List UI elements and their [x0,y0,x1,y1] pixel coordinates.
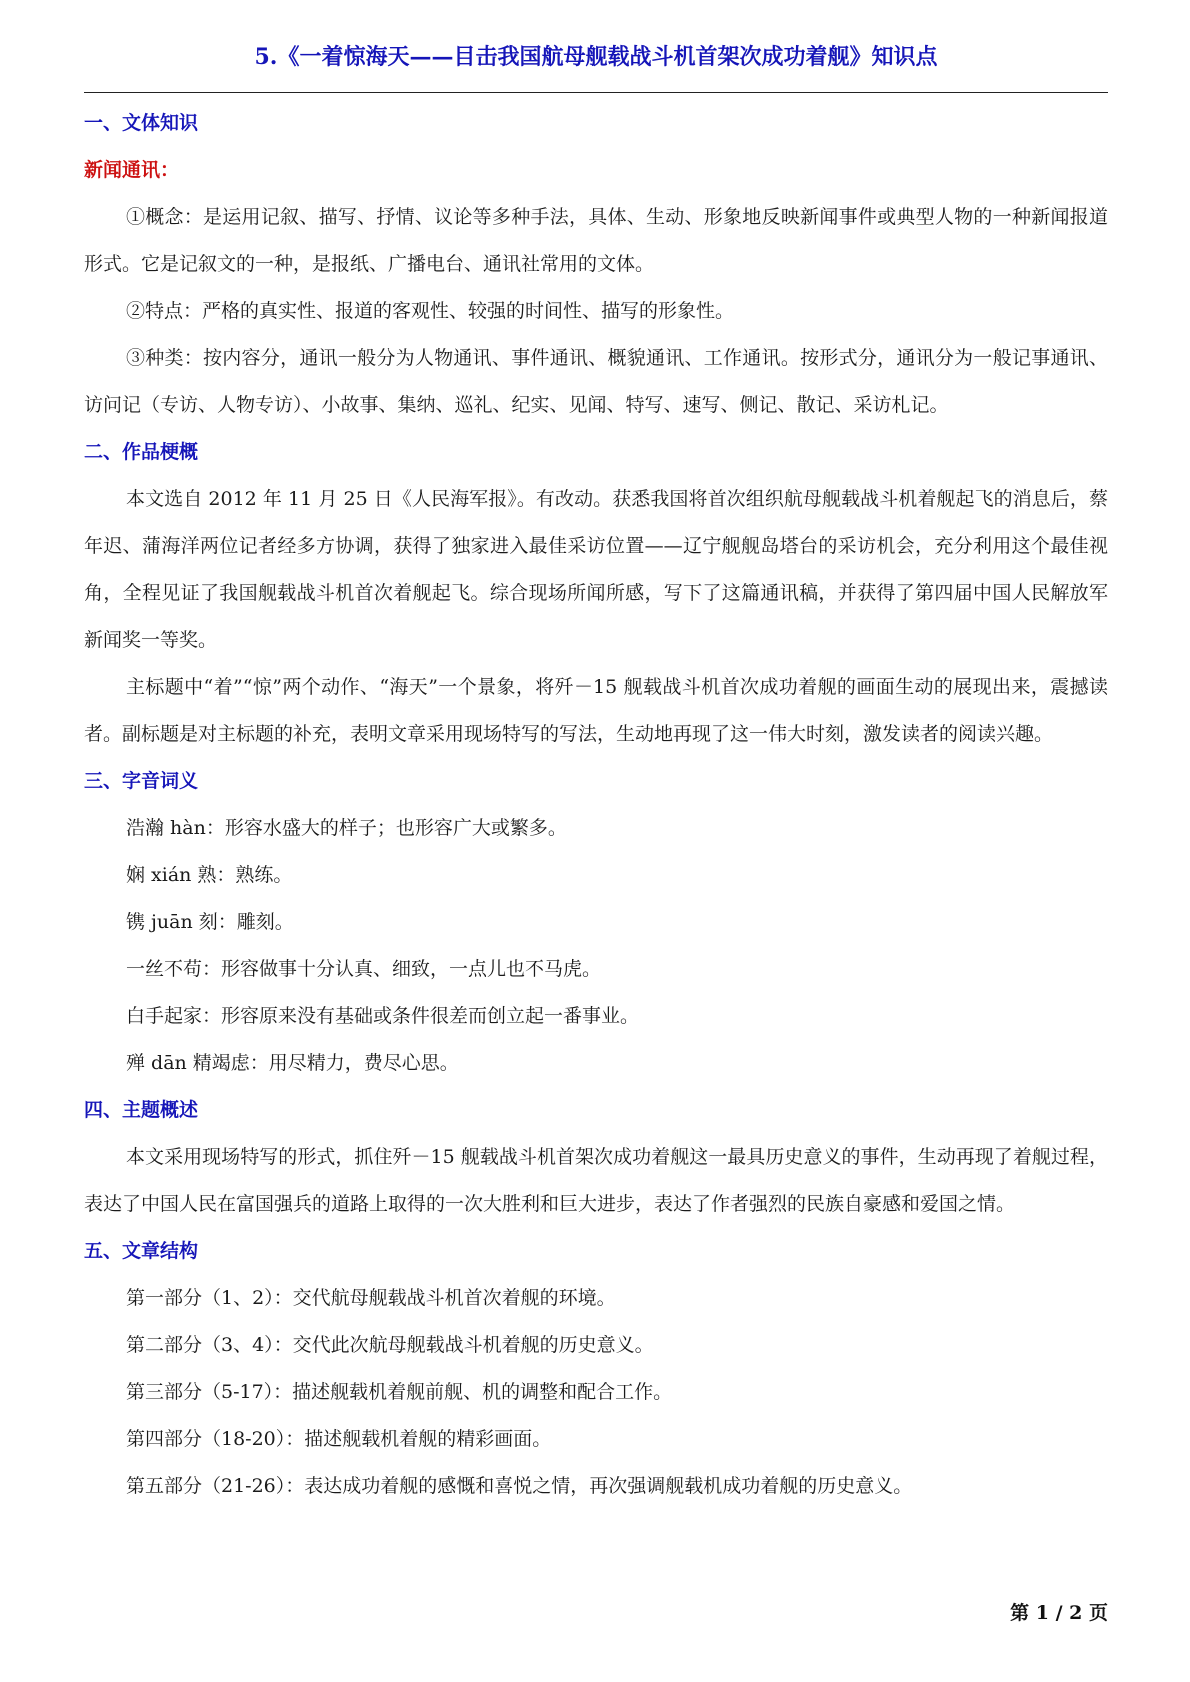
section-heading-genre: 一、文体知识 [84,112,199,134]
document-title: 5.《一着惊海天——目击我国航母舰载战斗机首架次成功着舰》知识点 [254,44,938,70]
paragraph-features: ②特点：严格的真实性、报道的客观性、较强的时间性、描写的形象性。 [126,300,735,322]
vocab-item: 娴 xián 熟：熟练。 [126,864,293,886]
vocab-item: 白手起家：形容原来没有基础或条件很差而创立起一番事业。 [126,1005,640,1027]
paragraph-types: ③种类：按内容分，通讯一般分为人物通讯、事件通讯、概貌通讯、工作通讯。按形式分，通讯分为一般记事通讯、访问记（专访、人物专访）、小故事、集纳、巡礼、纪实、见闻、特写、速写、侧记、散记、采访札记。 [84,347,1108,416]
section-heading-theme: 四、主题概述 [84,1099,199,1121]
document-body [84,100,1108,1510]
page-number: 第 1 / 2 页 [1010,1602,1108,1624]
vocab-item: 殚 dān 精竭虑：用尽精力，费尽心思。 [126,1052,459,1074]
section-heading-vocabulary: 三、字音词义 [84,770,199,792]
structure-item: 第一部分（1、2）：交代航母舰载战斗机首次着舰的环境。 [126,1287,616,1309]
structure-item: 第二部分（3、4）：交代此次航母舰载战斗机着舰的历史意义。 [126,1334,654,1356]
subheading-news-report: 新闻通讯： [84,159,180,181]
vocab-item: 镌 juān 刻：雕刻。 [126,911,294,933]
structure-item: 第四部分（18-20）：描述舰载机着舰的精彩画面。 [126,1428,552,1450]
vocab-item: 浩瀚 hàn：形容水盛大的样子；也形容广大或繁多。 [126,817,567,839]
paragraph-summary-1: 本文选自 2012 年 11 月 25 日《人民海军报》。有改动。获悉我国将首次组织航母舰载战斗机着舰起飞的消息后，蔡年迟、蒲海洋两位记者经多方协调，获得了独家进入最佳采访位置——辽宁舰舰岛塔台的采访机会，充分利用这个最佳视角，全程见证了我国舰载战斗机首次着舰起飞。综合现场所闻所感，写下了这篇通讯稿，并获得了第四届中国人民解放军新闻奖一等奖。 [84,488,1108,651]
paragraph-concept: ①概念：是运用记叙、描写、抒情、议论等多种手法，具体、生动、形象地反映新闻事件或典型人物的一种新闻报道形式。它是记叙文的一种，是报纸、广播电台、通讯社常用的文体。 [84,206,1108,275]
structure-item: 第五部分（21-26）：表达成功着舰的感慨和喜悦之情，再次强调舰载机成功着舰的历史意义。 [126,1475,913,1497]
structure-item: 第三部分（5-17）：描述舰载机着舰前舰、机的调整和配合工作。 [126,1381,673,1403]
vocab-item: 一丝不苟：形容做事十分认真、细致，一点儿也不马虎。 [126,958,602,980]
title-divider [84,92,1108,93]
paragraph-summary-2: 主标题中“着”“惊”两个动作、“海天”一个景象，将歼－15 舰载战斗机首次成功着舰的画面生动的展现出来，震撼读者。副标题是对主标题的补充，表明文章采用现场特写的写法，生动地再现了这一伟大时刻，激发读者的阅读兴趣。 [84,676,1108,745]
paragraph-theme: 本文采用现场特写的形式，抓住歼－15 舰载战斗机首架次成功着舰这一最具历史意义的事件，生动再现了着舰过程，表达了中国人民在富国强兵的道路上取得的一次大胜利和巨大进步，表达了作者强烈的民族自豪感和爱国之情。 [84,1146,1108,1215]
section-heading-summary: 二、作品梗概 [84,441,199,463]
section-heading-structure: 五、文章结构 [84,1240,199,1262]
